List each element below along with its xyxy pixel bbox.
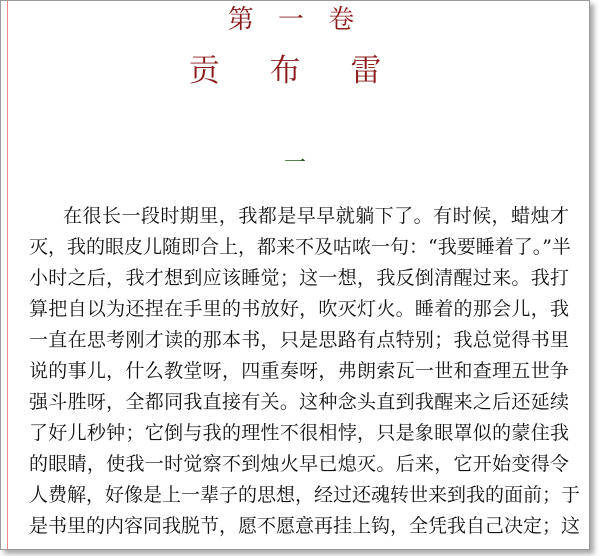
chapter-title: 贡 布 雷: [188, 53, 402, 89]
text-line: 人费解，好像是上一辈子的思想，经过还魂转世来到我的面前；于: [29, 484, 581, 506]
section-number: 一: [283, 151, 306, 176]
body-text: [29, 201, 581, 542]
text-line: 说的事儿，什么教堂呀，四重奏呀，弗朗索瓦一世和查理五世争: [29, 360, 569, 382]
text-line: 了好儿秒钟；它倒与我的理性不很相悖，只是象眼罩似的蒙住我: [29, 422, 569, 444]
volume-heading: 第 一 卷: [227, 5, 363, 35]
text-line: 在很长一段时期里，我都是早早就躺下了。有时候，蜡烛才: [63, 205, 569, 227]
text-line: 的眼睛，使我一时觉察不到烛火早已熄灭。后来，它开始变得令: [29, 453, 569, 475]
text-line: 算把自以为还捏在手里的书放好，吹灭灯火。睡着的那会儿，我: [29, 298, 569, 320]
text-line: 是书里的内容同我脱节，愿不愿意再挂上钩，全凭我自己决定；这: [29, 515, 581, 537]
text-line: 强斗胜呀，全都同我直接有关。这种念头直到我醒来之后还延续: [29, 391, 569, 413]
text-line: 灭，我的眼皮儿随即合上，都来不及咕哝一句：“我要睡着了。”半: [29, 236, 571, 258]
text-line: 一直在思考刚才读的那本书，只是思路有点特别；我总觉得书里: [29, 329, 569, 351]
text-line: 小时之后，我才想到应该睡觉；这一想，我反倒清醒过来。我打: [29, 267, 569, 289]
